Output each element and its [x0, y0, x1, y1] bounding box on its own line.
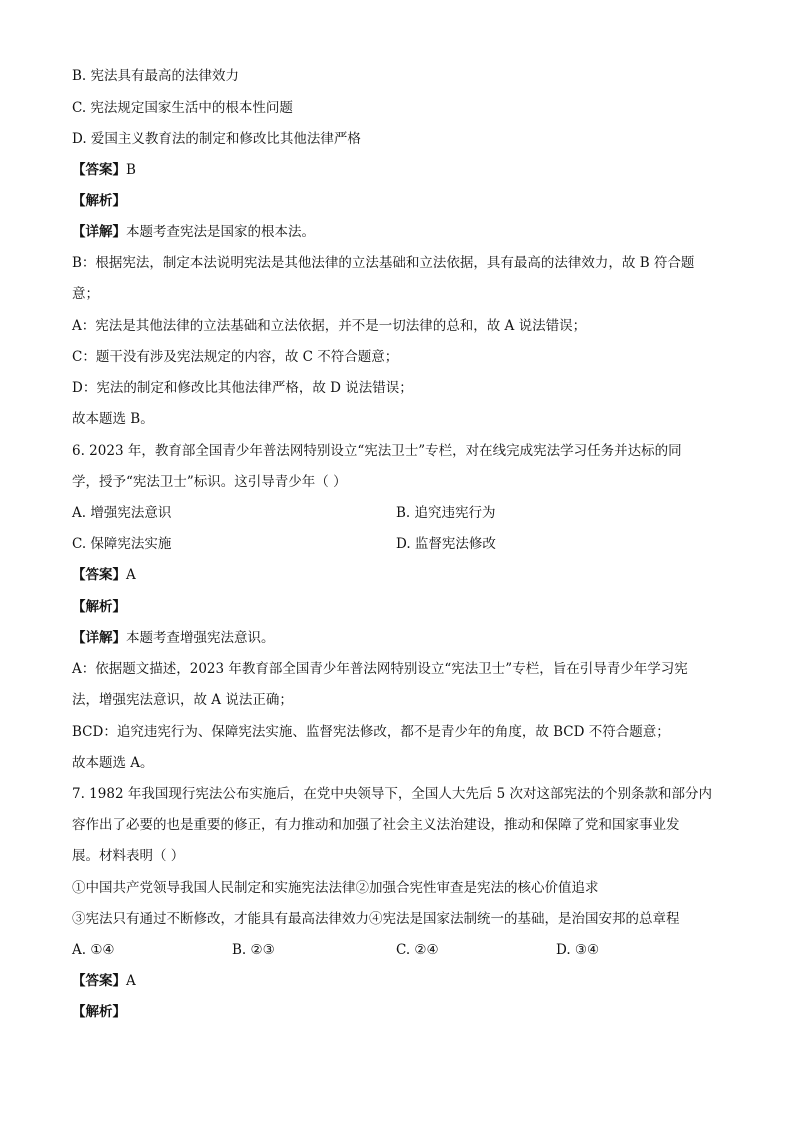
q5-explain-line: 故本题选 B。: [72, 411, 154, 427]
answer-value: B: [126, 162, 136, 178]
q6-stem-line: 学，授予“宪法卫士”标识。这引导青少年（ ）: [72, 474, 347, 490]
q7-option-a: A. ①④: [72, 942, 115, 958]
detail-text: 本题考查增强宪法意识。: [126, 630, 275, 646]
q5-explain-line: 意；: [72, 286, 99, 302]
q7-option-c: C. ②④: [396, 942, 439, 958]
answer-label: 【答案】: [72, 973, 126, 989]
q7-stem-line: 展。材料表明（ ）: [72, 848, 185, 864]
q7-statements-1-2: ①中国共产党领导我国人民制定和实施宪法法律②加强合宪性审查是宪法的核心价值追求: [72, 880, 599, 896]
q7-analysis-label: 【解析】: [72, 1004, 126, 1020]
q6-option-b: B. 追究违宪行为: [396, 505, 496, 521]
q6-analysis-label: 【解析】: [72, 599, 126, 615]
q5-explain-line: A：宪法是其他法律的立法基础和立法依据，并不是一切法律的总和，故 A 说法错误；: [72, 318, 587, 334]
detail-label: 【详解】: [72, 630, 126, 646]
q6-stem-line: 6. 2023 年，教育部全国青少年普法网特别设立“宪法卫士”专栏，对在线完成宪法学习任务并达标的同: [72, 443, 682, 459]
q6-answer: [72, 565, 136, 585]
q7-answer: [72, 971, 136, 991]
q5-explain-line: C：题干没有涉及宪法规定的内容，故 C 不符合题意；: [72, 349, 399, 365]
answer-label: 【答案】: [72, 162, 126, 178]
q6-option-d: D. 监督宪法修改: [396, 536, 496, 552]
q5-explain-line: B：根据宪法，制定本法说明宪法是其他法律的立法基础和立法依据，具有最高的法律效力，故 B 符合题: [72, 255, 695, 271]
q7-statements-3-4: ③宪法只有通过不断修改，才能具有最高法律效力④宪法是国家法制统一的基础，是治国安邦的总章程: [72, 911, 680, 927]
answer-label: 【答案】: [72, 567, 126, 583]
q5-analysis-label: 【解析】: [72, 193, 126, 209]
q6-detail: [72, 628, 275, 648]
q6-explain-line: BCD：追究违宪行为、保障宪法实施、监督宪法修改，都不是青少年的角度，故 BCD 不符合题意；: [72, 724, 670, 740]
answer-value: A: [126, 973, 136, 989]
q5-option-d: D. 爱国主义教育法的制定和修改比其他法律严格: [72, 131, 361, 147]
q6-explain-line: A：依据题文描述，2023 年教育部全国青少年普法网特别设立“宪法卫士”专栏，旨在引导青少年学习宪: [72, 661, 688, 677]
q7-option-d: D. ③④: [556, 942, 600, 958]
q7-stem-line: 容作出了必要的也是重要的修正，有力推动和加强了社会主义法治建设，推动和保障了党和国家事业发: [72, 817, 680, 833]
q6-option-a: A. 增强宪法意识: [72, 505, 172, 521]
q6-option-c: C. 保障宪法实施: [72, 536, 172, 552]
q5-explain-line: D：宪法的制定和修改比其他法律严格，故 D 说法错误；: [72, 380, 413, 396]
q6-explain-line: 故本题选 A。: [72, 755, 154, 771]
q5-answer: [72, 160, 136, 180]
q6-explain-line: 法，增强宪法意识，故 A 说法正确；: [72, 692, 293, 708]
q5-option-b: B. 宪法具有最高的法律效力: [72, 68, 240, 84]
q7-stem-line: 7. 1982 年我国现行宪法公布实施后，在党中央领导下，全国人大先后 5 次对这部宪法的个别条款和部分内: [72, 786, 712, 802]
detail-label: 【详解】: [72, 224, 126, 240]
detail-text: 本题考查宪法是国家的根本法。: [126, 224, 315, 240]
q5-option-c: C. 宪法规定国家生活中的根本性问题: [72, 100, 293, 116]
q7-option-b: B. ②③: [232, 942, 275, 958]
answer-value: A: [126, 567, 136, 583]
q5-detail: [72, 222, 315, 242]
